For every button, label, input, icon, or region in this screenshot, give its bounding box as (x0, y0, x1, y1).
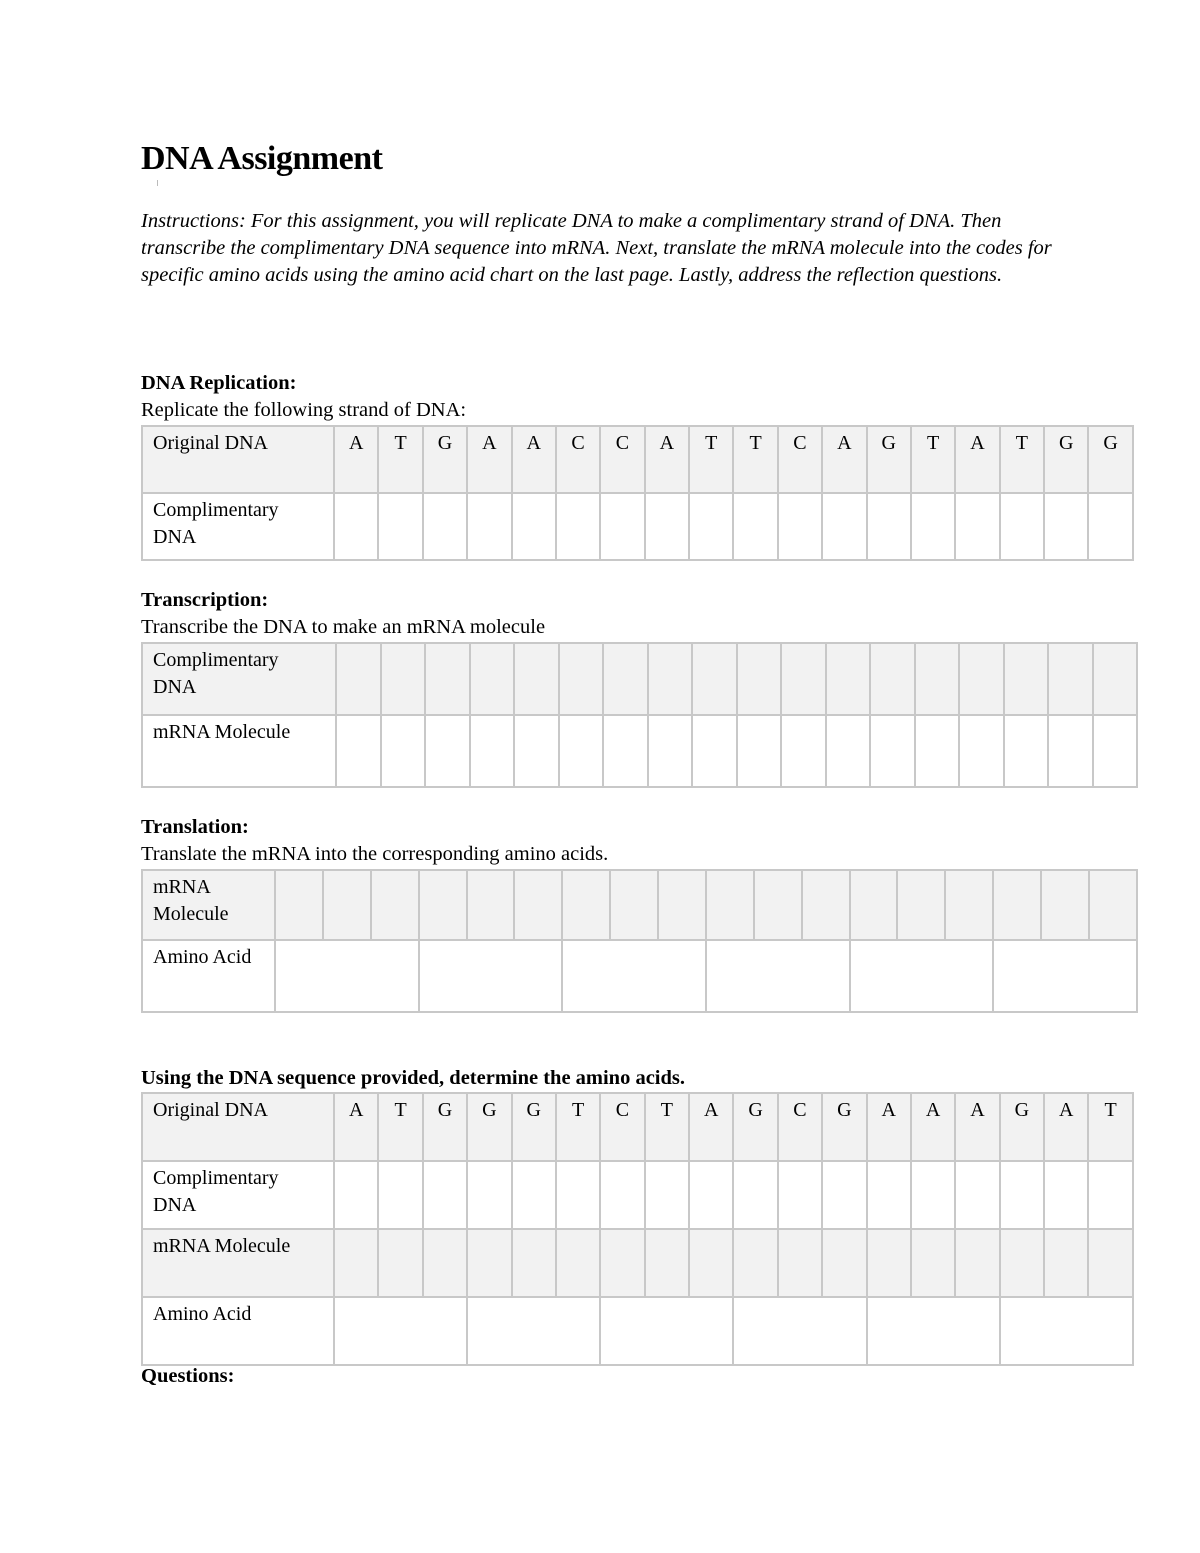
answer-cell[interactable] (645, 1229, 689, 1297)
base-cell: T (1000, 426, 1044, 493)
mrna-molecule-label: mRNA Molecule (142, 1229, 334, 1297)
base-cell: A (512, 426, 556, 493)
transcription-heading: Transcription: (141, 589, 269, 611)
answer-cell[interactable] (1004, 643, 1049, 715)
base-cell: A (1044, 1093, 1088, 1161)
cursor-mark (157, 180, 158, 186)
mrna-molecule-label: mRNA Molecule (142, 715, 336, 787)
base-cell: T (378, 1093, 422, 1161)
answer-cell[interactable] (603, 643, 648, 715)
transcription-prompt: Transcribe the DNA to make an mRNA molecule (141, 616, 546, 638)
replication-prompt: Replicate the following strand of DNA: (141, 399, 467, 421)
answer-cell[interactable] (897, 870, 945, 940)
answer-cell[interactable] (692, 715, 737, 787)
answer-cell[interactable] (603, 715, 648, 787)
base-cell: C (778, 426, 822, 493)
original-dna-label: Original DNA (142, 426, 334, 493)
amino-acid-row (142, 1297, 1133, 1365)
amino-acid-cell[interactable] (993, 940, 1137, 1012)
answer-cell[interactable] (514, 643, 559, 715)
amino-acid-cell[interactable] (467, 1297, 600, 1365)
answer-cell[interactable] (778, 493, 822, 560)
answer-cell[interactable] (470, 715, 515, 787)
base-cell: T (911, 426, 955, 493)
answer-cell[interactable] (706, 870, 754, 940)
base-cell: A (822, 426, 866, 493)
answer-cell[interactable] (822, 1161, 866, 1229)
base-cell: A (645, 426, 689, 493)
base-cell: T (733, 426, 777, 493)
translation-table (141, 869, 1138, 1013)
answer-cell[interactable] (692, 643, 737, 715)
answer-cell[interactable] (423, 1161, 467, 1229)
replication-heading: DNA Replication: (141, 372, 297, 394)
answer-cell[interactable] (915, 715, 960, 787)
answer-cell[interactable] (955, 1161, 999, 1229)
amino-acid-cell[interactable] (733, 1297, 866, 1365)
answer-cell[interactable] (378, 1161, 422, 1229)
complimentary-dna-row (142, 1161, 1133, 1229)
answer-cell[interactable] (822, 493, 866, 560)
translation-heading: Translation: (141, 816, 249, 838)
answer-cell[interactable] (512, 493, 556, 560)
answer-cell[interactable] (689, 1161, 733, 1229)
base-cell: G (423, 1093, 467, 1161)
answer-cell[interactable] (423, 493, 467, 560)
answer-cell[interactable] (993, 870, 1041, 940)
answer-cell[interactable] (467, 870, 515, 940)
answer-cell[interactable] (334, 1229, 378, 1297)
translation-prompt: Translate the mRNA into the corresponding amino acids. (141, 843, 609, 865)
answer-cell[interactable] (911, 493, 955, 560)
base-cell: G (867, 426, 911, 493)
answer-cell[interactable] (733, 1229, 777, 1297)
base-cell: C (778, 1093, 822, 1161)
complimentary-dna-label: Complimentary DNA (142, 493, 334, 560)
answer-cell[interactable] (600, 1161, 644, 1229)
replication-table (141, 425, 1134, 561)
answer-cell[interactable] (381, 715, 426, 787)
answer-cell[interactable] (275, 870, 323, 940)
answer-cell[interactable] (867, 1161, 911, 1229)
answer-cell[interactable] (648, 643, 693, 715)
answer-cell[interactable] (689, 1229, 733, 1297)
answer-cell[interactable] (559, 715, 604, 787)
base-cell: A (955, 1093, 999, 1161)
base-cell: T (689, 426, 733, 493)
base-cell: A (689, 1093, 733, 1161)
amino-acid-cell[interactable] (562, 940, 706, 1012)
answer-cell[interactable] (1044, 1229, 1088, 1297)
base-cell: T (1088, 1093, 1132, 1161)
answer-cell[interactable] (955, 1229, 999, 1297)
base-cell: A (955, 426, 999, 493)
mrna-molecule-row (142, 870, 1137, 940)
answer-cell[interactable] (689, 493, 733, 560)
answer-cell[interactable] (822, 1229, 866, 1297)
answer-cell[interactable] (512, 1161, 556, 1229)
mrna-molecule-row (142, 1229, 1133, 1297)
answer-cell[interactable] (959, 643, 1004, 715)
amino-acid-cell[interactable] (419, 940, 563, 1012)
base-cell: G (822, 1093, 866, 1161)
answer-cell[interactable] (419, 870, 467, 940)
answer-cell[interactable] (381, 643, 426, 715)
answer-cell[interactable] (1089, 870, 1137, 940)
answer-cell[interactable] (645, 1161, 689, 1229)
mrna-molecule-label: mRNA Molecule (142, 870, 275, 940)
answer-cell[interactable] (1093, 715, 1138, 787)
answer-cell[interactable] (911, 1229, 955, 1297)
answer-cell[interactable] (1044, 493, 1088, 560)
answer-cell[interactable] (1000, 1229, 1044, 1297)
amino-acid-cell[interactable] (850, 940, 994, 1012)
answer-cell[interactable] (870, 643, 915, 715)
answer-cell[interactable] (514, 715, 559, 787)
answer-cell[interactable] (648, 715, 693, 787)
answer-cell[interactable] (467, 1161, 511, 1229)
base-cell: A (911, 1093, 955, 1161)
answer-cell[interactable] (556, 1229, 600, 1297)
base-cell: C (600, 426, 644, 493)
answer-cell[interactable] (733, 1161, 777, 1229)
amino-acid-cell[interactable] (1000, 1297, 1133, 1365)
base-cell: C (556, 426, 600, 493)
answer-cell[interactable] (1041, 870, 1089, 940)
page-title: DNA Assignment (141, 140, 383, 177)
answer-cell[interactable] (378, 493, 422, 560)
amino-acid-row (142, 940, 1137, 1012)
answer-cell[interactable] (1004, 715, 1049, 787)
base-cell: A (467, 426, 511, 493)
answer-cell[interactable] (781, 643, 826, 715)
answer-cell[interactable] (826, 715, 871, 787)
answer-cell[interactable] (911, 1161, 955, 1229)
answer-cell[interactable] (1088, 1161, 1132, 1229)
answer-cell[interactable] (559, 643, 604, 715)
answer-cell[interactable] (802, 870, 850, 940)
answer-cell[interactable] (467, 493, 511, 560)
original-dna-label: Original DNA (142, 1093, 334, 1161)
answer-cell[interactable] (470, 643, 515, 715)
amino-acid-cell[interactable] (600, 1297, 733, 1365)
complimentary-dna-label: Complimentary DNA (142, 1161, 334, 1229)
base-cell: G (1044, 426, 1088, 493)
answer-cell[interactable] (945, 870, 993, 940)
answer-cell[interactable] (371, 870, 419, 940)
answer-cell[interactable] (336, 715, 381, 787)
answer-cell[interactable] (826, 643, 871, 715)
base-cell: G (1088, 426, 1132, 493)
answer-cell[interactable] (562, 870, 610, 940)
amino-acid-cell[interactable] (706, 940, 850, 1012)
answer-cell[interactable] (658, 870, 706, 940)
answer-cell[interactable] (850, 870, 898, 940)
answer-cell[interactable] (1088, 1229, 1132, 1297)
answer-cell[interactable] (915, 643, 960, 715)
questions-heading: Questions: (141, 1365, 235, 1387)
base-cell: G (733, 1093, 777, 1161)
transcription-table (141, 642, 1138, 788)
answer-cell[interactable] (870, 715, 915, 787)
answer-cell[interactable] (733, 493, 777, 560)
base-cell: A (867, 1093, 911, 1161)
answer-cell[interactable] (737, 643, 782, 715)
original-dna-row (142, 426, 1133, 493)
base-cell: T (556, 1093, 600, 1161)
answer-cell[interactable] (425, 715, 470, 787)
answer-cell[interactable] (737, 715, 782, 787)
answer-cell[interactable] (512, 1229, 556, 1297)
answer-cell[interactable] (336, 643, 381, 715)
base-cell: G (423, 426, 467, 493)
answer-cell[interactable] (423, 1229, 467, 1297)
answer-cell[interactable] (867, 1229, 911, 1297)
answer-cell[interactable] (1000, 1161, 1044, 1229)
base-cell: A (334, 426, 378, 493)
amino-acid-cell[interactable] (334, 1297, 467, 1365)
answer-cell[interactable] (645, 493, 689, 560)
answer-cell[interactable] (334, 1161, 378, 1229)
answer-cell[interactable] (556, 493, 600, 560)
answer-cell[interactable] (334, 493, 378, 560)
answer-cell[interactable] (467, 1229, 511, 1297)
base-cell: G (512, 1093, 556, 1161)
answer-cell[interactable] (514, 870, 562, 940)
answer-cell[interactable] (867, 493, 911, 560)
original-dna-row (142, 1093, 1133, 1161)
base-cell: T (378, 426, 422, 493)
answer-cell[interactable] (778, 1229, 822, 1297)
base-cell: T (645, 1093, 689, 1161)
answer-cell[interactable] (556, 1161, 600, 1229)
answer-cell[interactable] (323, 870, 371, 940)
answer-cell[interactable] (1000, 493, 1044, 560)
answer-cell[interactable] (959, 715, 1004, 787)
answer-cell[interactable] (778, 1161, 822, 1229)
answer-cell[interactable] (378, 1229, 422, 1297)
answer-cell[interactable] (1048, 715, 1093, 787)
base-cell: G (467, 1093, 511, 1161)
complimentary-dna-label: Complimentary DNA (142, 643, 336, 715)
base-cell: G (1000, 1093, 1044, 1161)
answer-cell[interactable] (1048, 643, 1093, 715)
answer-cell[interactable] (600, 1229, 644, 1297)
amino-acid-label: Amino Acid (142, 1297, 334, 1365)
complimentary-dna-row (142, 643, 1137, 715)
answer-cell[interactable] (600, 493, 644, 560)
base-cell: A (334, 1093, 378, 1161)
answer-cell[interactable] (781, 715, 826, 787)
amino-acid-label: Amino Acid (142, 940, 275, 1012)
amino-acid-cell[interactable] (275, 940, 419, 1012)
instructions-text: Instructions: For this assignment, you will replicate DNA to make a complimentary strand of DNA. Then transcribe the complimentary DNA sequence into mRNA. Next, translate the mRNA molecule into the codes for specific amino acids using the amino acid chart on the last page. Lastly, address the reflection questions. (141, 210, 1052, 286)
answer-cell[interactable] (754, 870, 802, 940)
sequence-table (141, 1092, 1134, 1366)
sequence-heading: Using the DNA sequence provided, determine the amino acids. (141, 1067, 686, 1089)
answer-cell[interactable] (425, 643, 470, 715)
answer-cell[interactable] (610, 870, 658, 940)
answer-cell[interactable] (1093, 643, 1138, 715)
answer-cell[interactable] (955, 493, 999, 560)
answer-cell[interactable] (1044, 1161, 1088, 1229)
amino-acid-cell[interactable] (867, 1297, 1000, 1365)
mrna-molecule-row (142, 715, 1137, 787)
answer-cell[interactable] (1088, 493, 1132, 560)
complimentary-dna-row (142, 493, 1133, 560)
base-cell: C (600, 1093, 644, 1161)
